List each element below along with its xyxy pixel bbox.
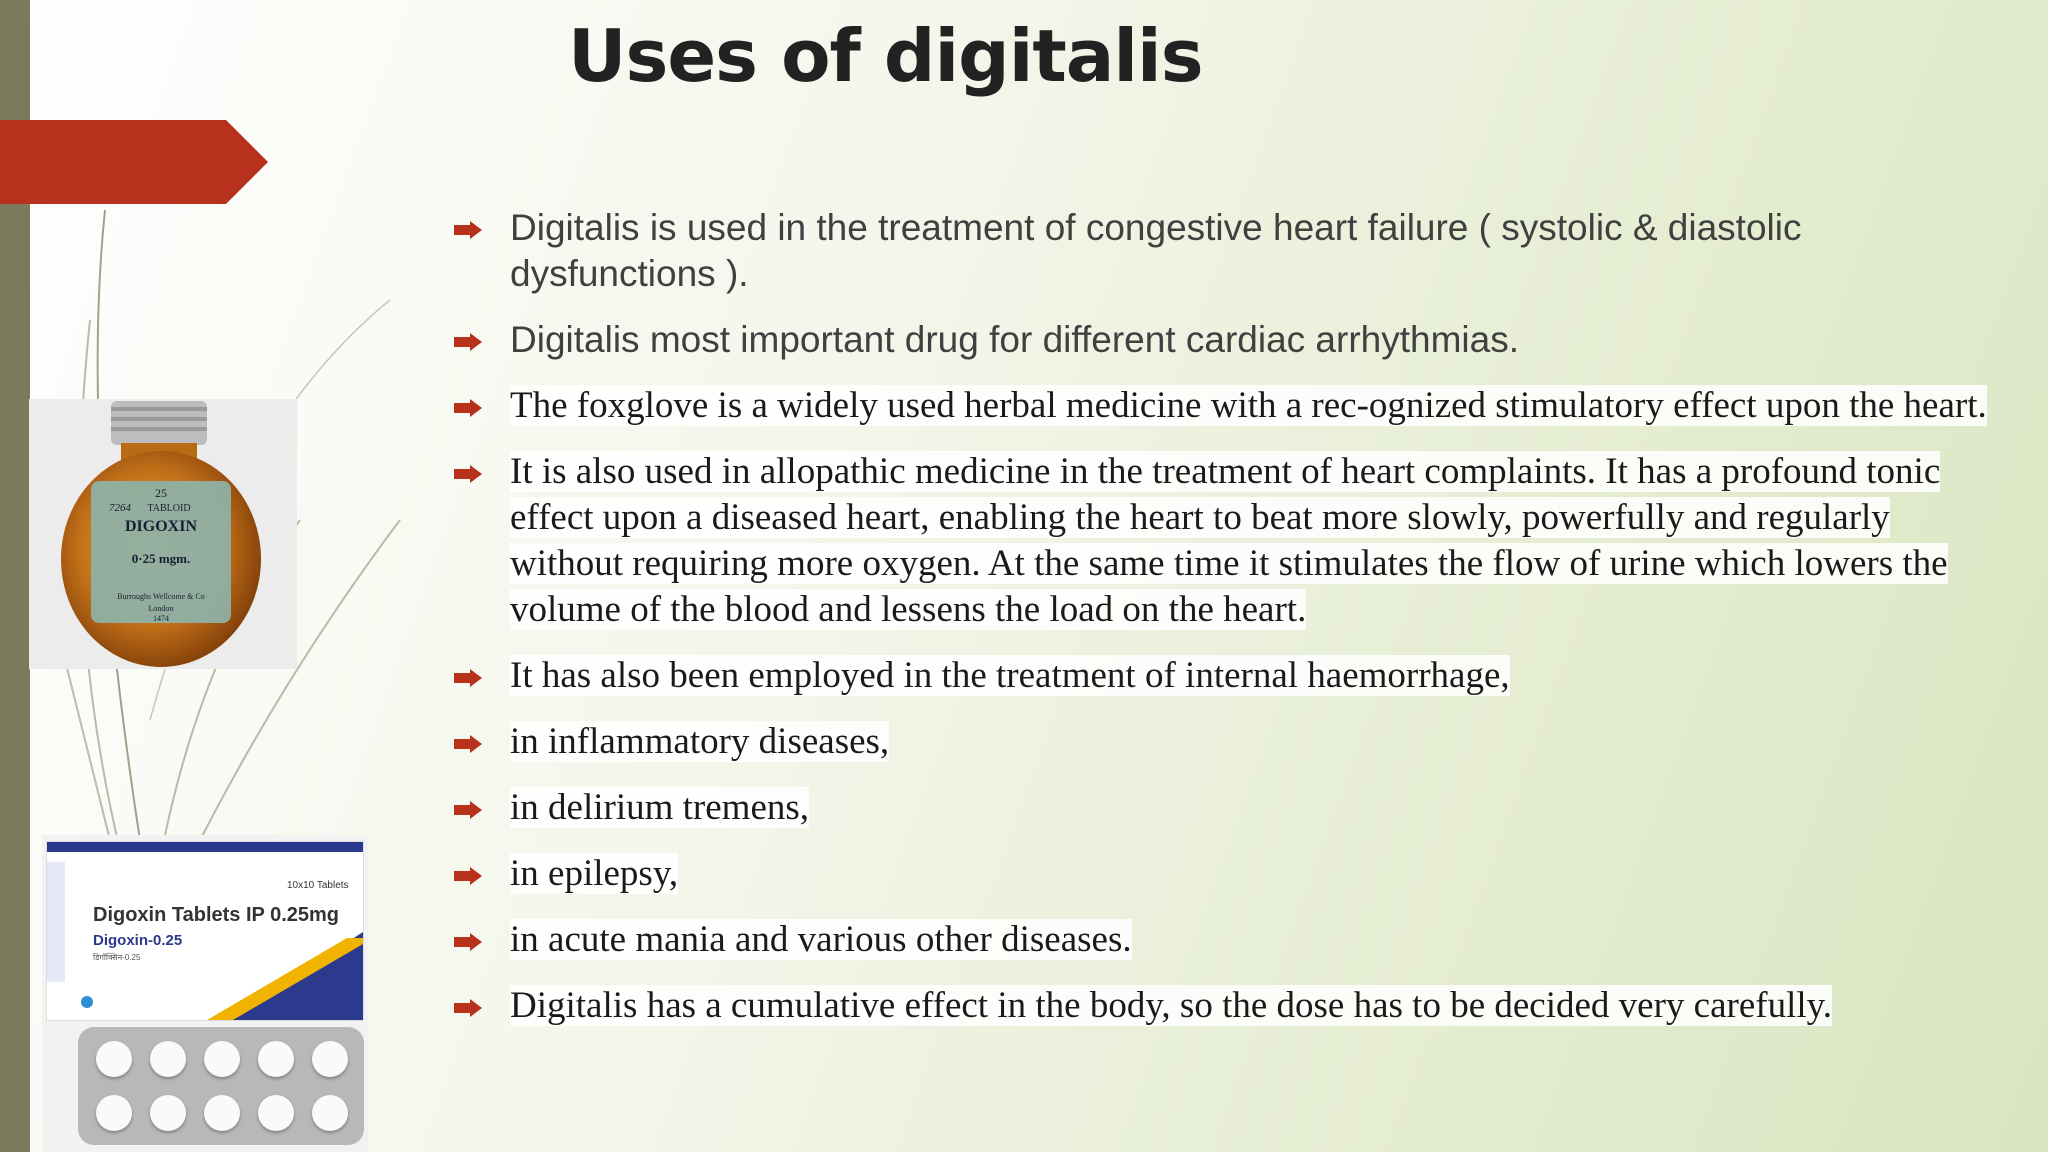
arrow-bullet-icon [454,867,482,885]
bullet-item [450,205,2010,297]
arrow-bullet-icon [454,333,482,351]
bullet-text: Digitalis most important drug for different cardiac arrhythmias. [510,319,1519,360]
bullet-item [450,917,2010,963]
red-arrow-banner [0,120,268,204]
tablet [96,1095,132,1131]
bullet-text: in acute mania and various other diseases. [510,919,1132,960]
tablet [150,1041,186,1077]
arrow-bullet-icon [454,933,482,951]
bullet-item [450,785,2010,831]
bullet-text: in delirium tremens, [510,787,810,828]
bullet-text: in inflammatory diseases, [510,721,890,762]
arrow-bullet-icon [454,669,482,687]
blister-pack [78,1027,364,1145]
box-title: Digoxin Tablets IP 0.25mg [93,904,339,926]
bullet-text: in epilepsy, [510,853,679,894]
bullet-item [450,851,2010,897]
bottle-maker: Burroughs Wellcome & Co [117,592,205,601]
bottle-count: 25 [155,486,167,500]
box-hindi-label: डिगॉक्सिन-0.25 [93,953,141,962]
arrow-bullet-icon [454,465,482,483]
bottle-dose: 0·25 mgm. [131,551,191,566]
arrow-bullet-icon [454,221,482,239]
bottle-year: 1474 [153,614,169,623]
bullet-text: Digitalis is used in the treatment of congestive heart failure ( systolic & diastolic dysfunctions ). [510,207,1802,294]
arrow-bullet-icon [454,735,482,753]
arrow-bullet-icon [454,399,482,417]
slide-title: Uses of digitalis [568,14,1203,98]
box-tablet-count: 10x10 Tablets [287,880,349,891]
bullet-item [450,383,2010,429]
bullet-text: Digitalis has a cumulative effect in the body, so the dose has to be decided very carefully. [510,985,1832,1026]
tablet [258,1041,294,1077]
tablet [96,1041,132,1077]
medicine-box [46,841,364,1021]
tablet [150,1095,186,1131]
bullet-item [450,653,2010,699]
bullet-item [450,317,2010,363]
bullet-text: The foxglove is a widely used herbal medicine with a rec-ognized stimulatory effect upon the heart. [510,385,1987,426]
arrow-bullet-icon [454,801,482,819]
bullet-text: It has also been employed in the treatment of internal haemorrhage, [510,655,1510,696]
bullet-item [450,983,2010,1029]
tablet [204,1041,240,1077]
arrow-bullet-icon [454,999,482,1017]
bottle-brand: TABLOID [147,503,191,514]
box-subtitle: Digoxin-0.25 [93,932,183,949]
tablet [312,1095,348,1131]
bottle-code: 7264 [109,502,131,514]
tablet [312,1041,348,1077]
digoxin-box-photo [42,835,368,1152]
bullet-list [450,205,2010,1049]
bullet-item [450,449,2010,633]
bottle-city: London [148,604,174,613]
digoxin-bottle-photo [29,399,297,669]
bullet-text: It is also used in allopathic medicine in the treatment of heart complaints. It has a profound tonic effect upon a diseased heart, enabling the heart to beat more slowly, powerfully and regularly without requiring more oxygen. At the same time it stimulates the flow of urine which lowers the volume of the blood and lessens the load on the heart. [510,451,1948,630]
bottle-drug-name: DIGOXIN [124,518,198,535]
bullet-item [450,719,2010,765]
tablet [204,1095,240,1131]
tablet [258,1095,294,1131]
